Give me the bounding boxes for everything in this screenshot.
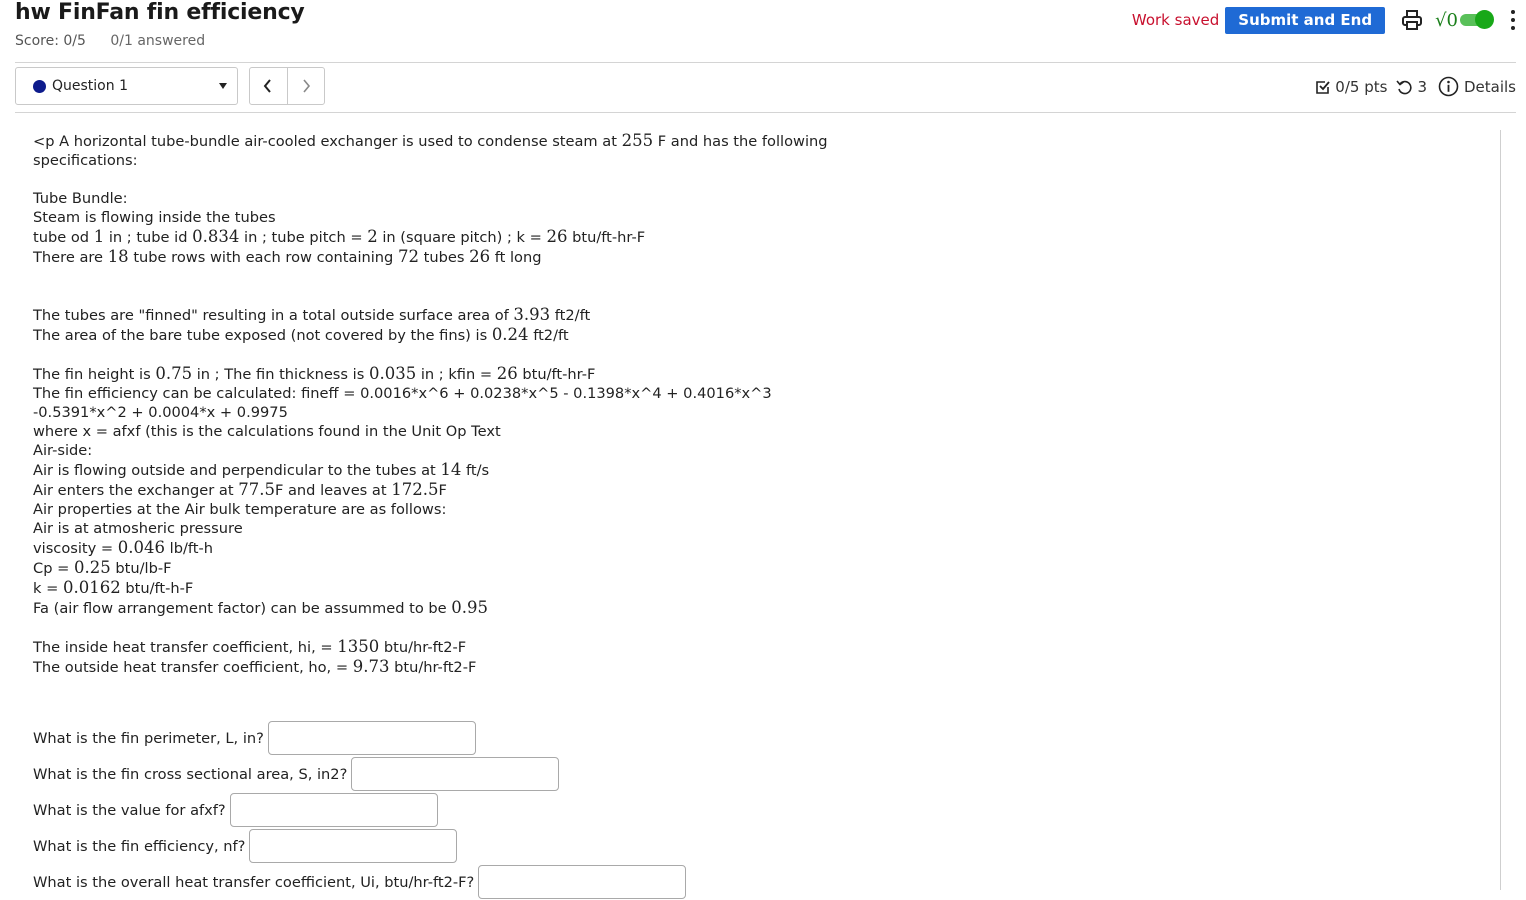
question-status-dot [33, 80, 46, 93]
question-row [33, 864, 853, 900]
air-properties-heading: Air properties at the Air bulk temperature are as follows: [33, 501, 447, 518]
chevron-right-icon[interactable] [287, 68, 325, 104]
retry-icon [1396, 79, 1412, 95]
question-row [33, 720, 853, 756]
air-pressure: Air is at atmosheric pressure [33, 520, 243, 537]
question-label: What is the value for afxf? [33, 801, 226, 819]
answered-count: 0/1 answered [110, 33, 206, 49]
bare-area: The area of the bare tube exposed (not covered by the fins) is 0.24 ft2/ft [33, 325, 569, 344]
assignment-title: hw FinFan fin efficiency [15, 0, 305, 25]
fin-perimeter-input[interactable] [268, 721, 476, 755]
afxf-input[interactable] [230, 793, 438, 827]
question-meta [1315, 76, 1516, 97]
tube-dimensions: tube od 1 in ; tube id 0.834 in ; tube pitch = 2 in (square pitch) ; k = 26 btu/ft-hr-F [33, 227, 646, 246]
question-label: What is the fin cross sectional area, S, in2? [33, 765, 348, 783]
sqrt-icon: √0 [1435, 9, 1458, 31]
question-select[interactable] [15, 67, 238, 105]
air-viscosity: viscosity = 0.046 lb/ft-h [33, 538, 214, 557]
question-row [33, 756, 853, 792]
attempts-count: 3 [1417, 77, 1427, 96]
question-label: What is the fin efficiency, nf? [33, 837, 246, 855]
where-line: where x = afxf (this is the calculations found in the Unit Op Text [33, 423, 501, 440]
air-temperatures: Air enters the exchanger at 77.5F and leaves at 172.5F [33, 480, 447, 499]
submit-and-end-button[interactable]: Submit and End [1225, 7, 1385, 34]
points-text: 0/5 pts [1335, 77, 1388, 96]
toggle-switch[interactable] [1460, 14, 1488, 26]
print-icon[interactable] [1401, 9, 1423, 31]
info-icon [1438, 76, 1459, 97]
bundle-heading: Tube Bundle: [33, 190, 128, 207]
question-label: What is the fin perimeter, L, in? [33, 729, 264, 747]
header-actions [1132, 6, 1516, 34]
work-saved-status: Work saved [1131, 11, 1220, 29]
score-row [15, 33, 205, 49]
outside-coefficient: The outside heat transfer coefficient, ho, = 9.73 btu/hr-ft2-F [33, 657, 477, 676]
kebab-menu-icon[interactable] [1510, 10, 1516, 30]
intro-text: <p A horizontal tube-bundle air-cooled exchanger is used to condense steam at 255 F and has the following specifications: [33, 131, 828, 169]
fin-area-input[interactable] [351, 757, 559, 791]
fin-dimensions: The fin height is 0.75 in ; The fin thickness is 0.035 in ; kfin = 26 btu/ft-hr-F [33, 364, 596, 383]
air-fa: Fa (air flow arrangement factor) can be assummed to be 0.95 [33, 598, 489, 617]
header-divider [15, 62, 1516, 63]
question-body [33, 131, 853, 900]
attempts-info [1396, 78, 1427, 96]
caret-down-icon [219, 83, 227, 89]
details-label: Details [1463, 77, 1516, 96]
finned-area: The tubes are "finned" resulting in a total outside surface area of 3.93 ft2/ft [33, 305, 591, 324]
details-button[interactable] [1438, 76, 1516, 97]
overall-coefficient-input[interactable] [478, 865, 686, 899]
air-side-heading: Air-side: [33, 442, 93, 459]
question-label: What is the overall heat transfer coefficient, Ui, btu/hr-ft2-F? [33, 873, 475, 891]
question-select-label: Question 1 [52, 78, 128, 94]
chevron-left-icon[interactable] [250, 68, 287, 104]
steam-line: Steam is flowing inside the tubes [33, 209, 276, 226]
air-velocity: Air is flowing outside and perpendicular to the tubes at 14 ft/s [33, 460, 490, 479]
points-info [1315, 78, 1387, 96]
inside-coefficient: The inside heat transfer coefficient, hi, = 1350 btu/hr-ft2-F [33, 637, 467, 656]
question-row [33, 828, 853, 864]
mathquill-toggle[interactable] [1435, 10, 1488, 31]
air-k: k = 0.0162 btu/ft-h-F [33, 578, 194, 597]
fin-efficiency-formula-cont: -0.5391*x^2 + 0.0004*x + 0.9975 [33, 404, 288, 421]
score-text: Score: 0/5 [15, 33, 86, 49]
fin-efficiency-input[interactable] [249, 829, 457, 863]
question-bar-divider [15, 112, 1516, 113]
tube-rows: There are 18 tube rows with each row containing 72 tubes 26 ft long [33, 247, 542, 266]
question-row [33, 792, 853, 828]
fin-efficiency-formula: The fin efficiency can be calculated: fineff = 0.0016*x^6 + 0.0238*x^5 - 0.1398*x^4 + 0.4016*x^3 [33, 385, 772, 402]
checkbox-icon [1315, 79, 1331, 95]
content-right-border [1500, 130, 1501, 890]
air-cp: Cp = 0.25 btu/lb-F [33, 558, 172, 577]
question-nav [249, 67, 325, 105]
